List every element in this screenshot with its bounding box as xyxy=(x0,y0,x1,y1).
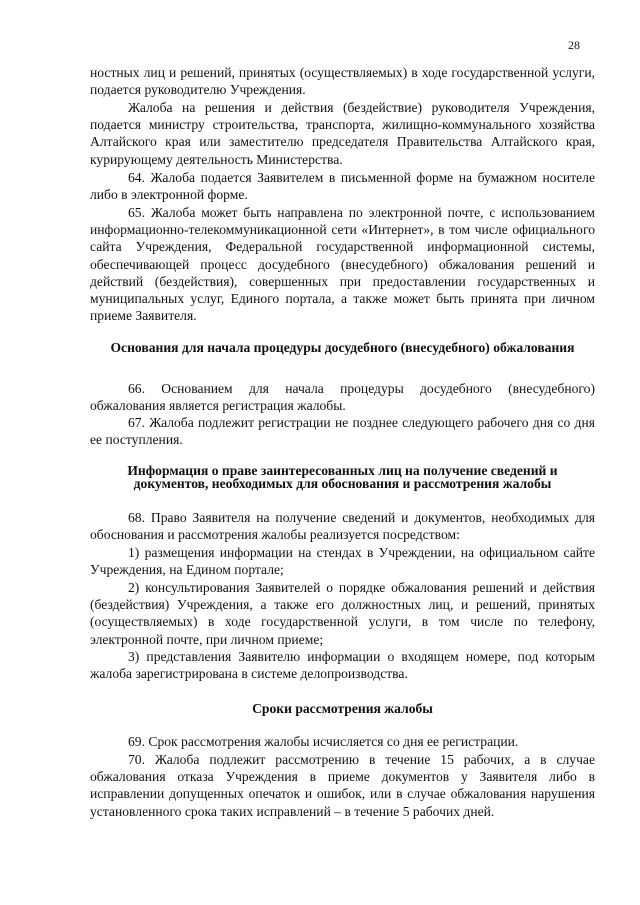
paragraph-68: 68. Право Заявителя на получение сведений и документов, необходимых для обоснования и рассмотрения жалобы реализуется посредством: xyxy=(90,510,595,543)
paragraph-continuation: ностных лиц и решений, принятых (осуществляемых) в ходе государственной услуги, подается руководителю Учреждения. xyxy=(90,65,595,98)
paragraph-65: 65. Жалоба может быть направлена по электронной почте, с использованием информационно-телекоммуникационной сети «Интернет», в том числе официального сайта Учреждения, Федеральной государственной информационной системы, обеспечивающей процесс досудебного (внесудебного) обжалования решений и действий (бездействия), совершенных при предоставлении государственных и муниципальных услуг, Единого портала, а также может быть принята при личном приеме Заявителя. xyxy=(90,205,595,324)
paragraph-70: 70. Жалоба подлежит рассмотрению в течение 15 рабочих, а в случае обжалования отказа Учреждения в приеме документов у Заявителя либо в исправлении допущенных опечаток и ошибок, или в случае обжалования нарушения установленного срока таких исправлений – в течение 5 рабочих дней. xyxy=(90,752,595,819)
paragraph-complaint-head: Жалоба на решения и действия (бездействие) руководителя Учреждения, подается министру строительства, транспорта, жилищно-коммунального хозяйства Алтайского края или заместителю председателя Правительства Алтайского края, курирующему деятельность Министерства. xyxy=(90,100,595,167)
list-item-1: 1) размещения информации на стендах в Учреждении, на официальном сайте Учреждения, на Едином портале; xyxy=(90,545,595,578)
paragraph-69: 69. Срок рассмотрения жалобы исчисляется со дня ее регистрации. xyxy=(128,734,519,749)
section-heading-information-rights: Информация о праве заинтересованных лиц на получение сведений и документов, необходимых для обоснования и рассмотрения жалобы xyxy=(127,463,558,491)
paragraph-66: 66. Основанием для начала процедуры досудебного (внесудебного) обжалования является регистрация жалобы. xyxy=(90,381,595,414)
list-item-3: 3) представления Заявителю информации о входящем номере, под которым жалоба зарегистрирована в системе делопроизводства. xyxy=(90,649,595,682)
section-heading-grounds: Основания для начала процедуры досудебного (внесудебного) обжалования xyxy=(110,340,575,355)
section-heading-terms: Сроки рассмотрения жалобы xyxy=(252,701,433,716)
page-number: 28 xyxy=(568,38,580,52)
paragraph-67: 67. Жалоба подлежит регистрации не позднее следующего рабочего дня со дня ее поступления. xyxy=(90,415,595,448)
list-item-2: 2) консультирования Заявителей о порядке обжалования решений и действия (бездействия) Учреждения, а также его должностных лиц, и решений, принятых (осуществляемых) в ходе государственной услуги, в том числе по телефону, электронной почте, при личном приеме; xyxy=(90,580,595,647)
paragraph-64: 64. Жалоба подается Заявителем в письменной форме на бумажном носителе либо в электронной форме. xyxy=(90,170,595,203)
